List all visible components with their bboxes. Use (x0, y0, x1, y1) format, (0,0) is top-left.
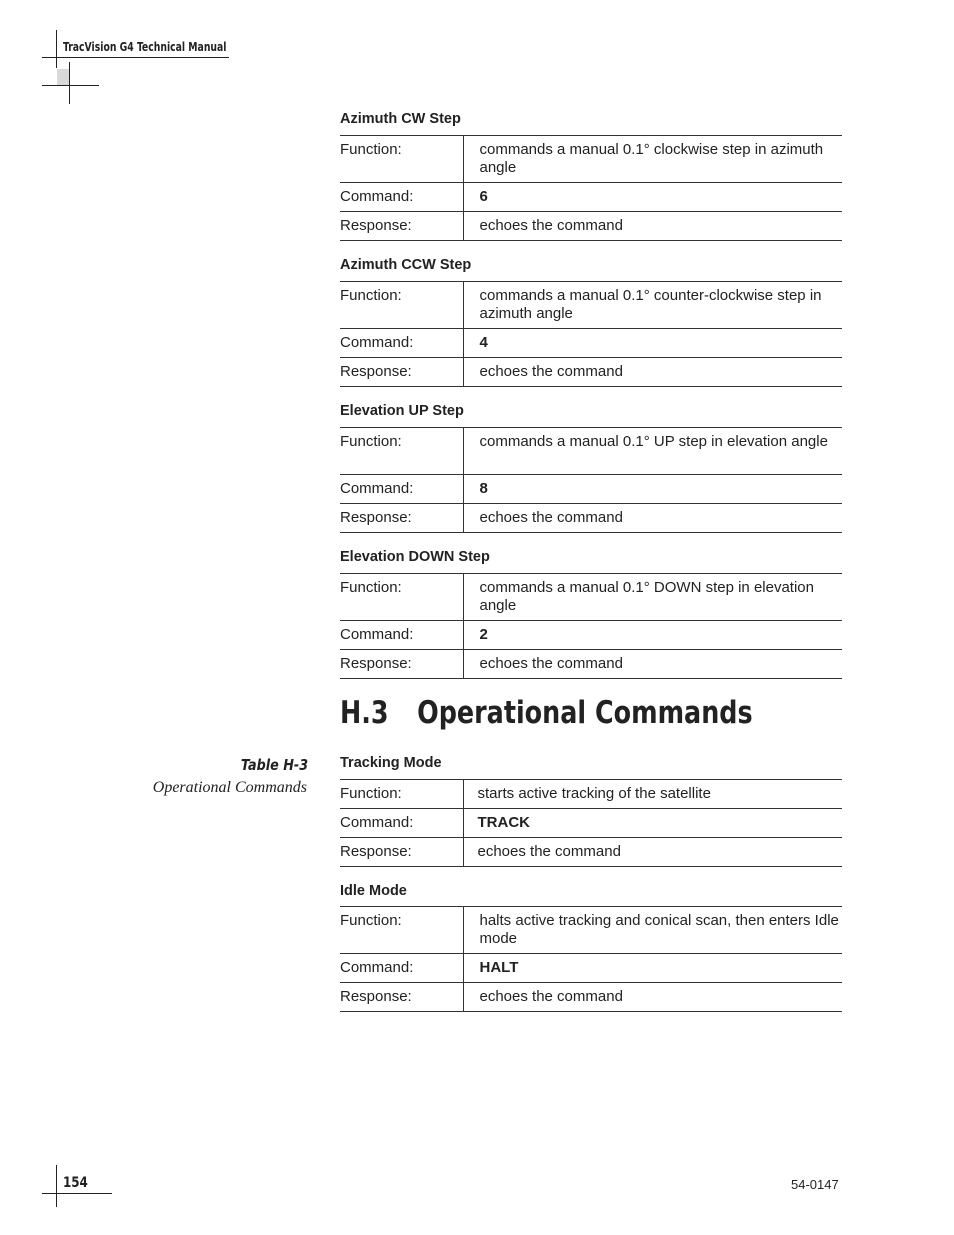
command-value: 2 (463, 621, 842, 650)
response-value: echoes the command (463, 650, 842, 679)
response-label: Response: (340, 650, 463, 679)
command-table-elevation-up (340, 427, 842, 533)
command-table-elevation-down (340, 573, 842, 679)
crop-mark-top-vertical (56, 30, 57, 68)
function-label: Function: (340, 907, 463, 954)
table-caption-text: Operational Commands (152, 779, 307, 796)
function-label: Function: (340, 428, 463, 475)
response-label: Response: (340, 504, 463, 533)
crop-mark-bottom-horizontal (42, 1193, 112, 1194)
command-value: HALT (463, 954, 842, 983)
response-value: echoes the command (463, 838, 842, 867)
command-value: 6 (463, 183, 842, 212)
block-title-elevation-up: Elevation UP Step (340, 403, 464, 419)
response-value: echoes the command (463, 358, 842, 387)
document-number: 54-0147 (791, 1177, 839, 1192)
running-head: TracVision G4 Technical Manual (63, 40, 227, 54)
command-label: Command: (340, 621, 463, 650)
crop-mark-top-horizontal (42, 57, 229, 58)
function-value: commands a manual 0.1° counter-clockwise step in azimuth angle (463, 282, 842, 329)
block-title-azimuth-ccw: Azimuth CCW Step (340, 257, 472, 273)
command-table-idle-mode (340, 906, 842, 1012)
section-number: H.3 (340, 695, 389, 731)
crop-mark-bottom-vertical (56, 1165, 57, 1207)
function-value: starts active tracking of the satellite (463, 780, 842, 809)
response-label: Response: (340, 212, 463, 241)
command-label: Command: (340, 954, 463, 983)
crop-mark-vertical-2 (69, 62, 70, 104)
response-value: echoes the command (463, 504, 842, 533)
function-value: commands a manual 0.1° UP step in elevation angle (463, 428, 842, 475)
response-value: echoes the command (463, 212, 842, 241)
response-label: Response: (340, 358, 463, 387)
block-title-idle-mode: Idle Mode (340, 883, 407, 899)
command-value: 4 (463, 329, 842, 358)
function-label: Function: (340, 282, 463, 329)
command-label: Command: (340, 329, 463, 358)
page-number: 154 (63, 1175, 88, 1191)
section-title: Operational Commands (417, 695, 753, 731)
table-caption-label: Table H-3 (240, 756, 308, 774)
function-label: Function: (340, 780, 463, 809)
section-heading (340, 695, 753, 731)
function-value: commands a manual 0.1° clockwise step in azimuth angle (463, 136, 842, 183)
response-label: Response: (340, 838, 463, 867)
command-value: 8 (463, 475, 842, 504)
block-title-azimuth-cw: Azimuth CW Step (340, 111, 461, 127)
command-label: Command: (340, 183, 463, 212)
function-label: Function: (340, 574, 463, 621)
function-value: halts active tracking and conical scan, then enters Idle mode (463, 907, 842, 954)
crop-mark-horizontal-2 (42, 85, 99, 86)
response-value: echoes the command (463, 983, 842, 1012)
block-title-elevation-down: Elevation DOWN Step (340, 549, 490, 565)
command-table-azimuth-cw (340, 135, 842, 241)
function-value: commands a manual 0.1° DOWN step in elevation angle (463, 574, 842, 621)
command-label: Command: (340, 475, 463, 504)
command-table-azimuth-ccw (340, 281, 842, 387)
command-value: TRACK (463, 809, 842, 838)
command-table-tracking-mode (340, 779, 842, 867)
block-title-tracking-mode: Tracking Mode (340, 755, 442, 771)
response-label: Response: (340, 983, 463, 1012)
function-label: Function: (340, 136, 463, 183)
command-label: Command: (340, 809, 463, 838)
